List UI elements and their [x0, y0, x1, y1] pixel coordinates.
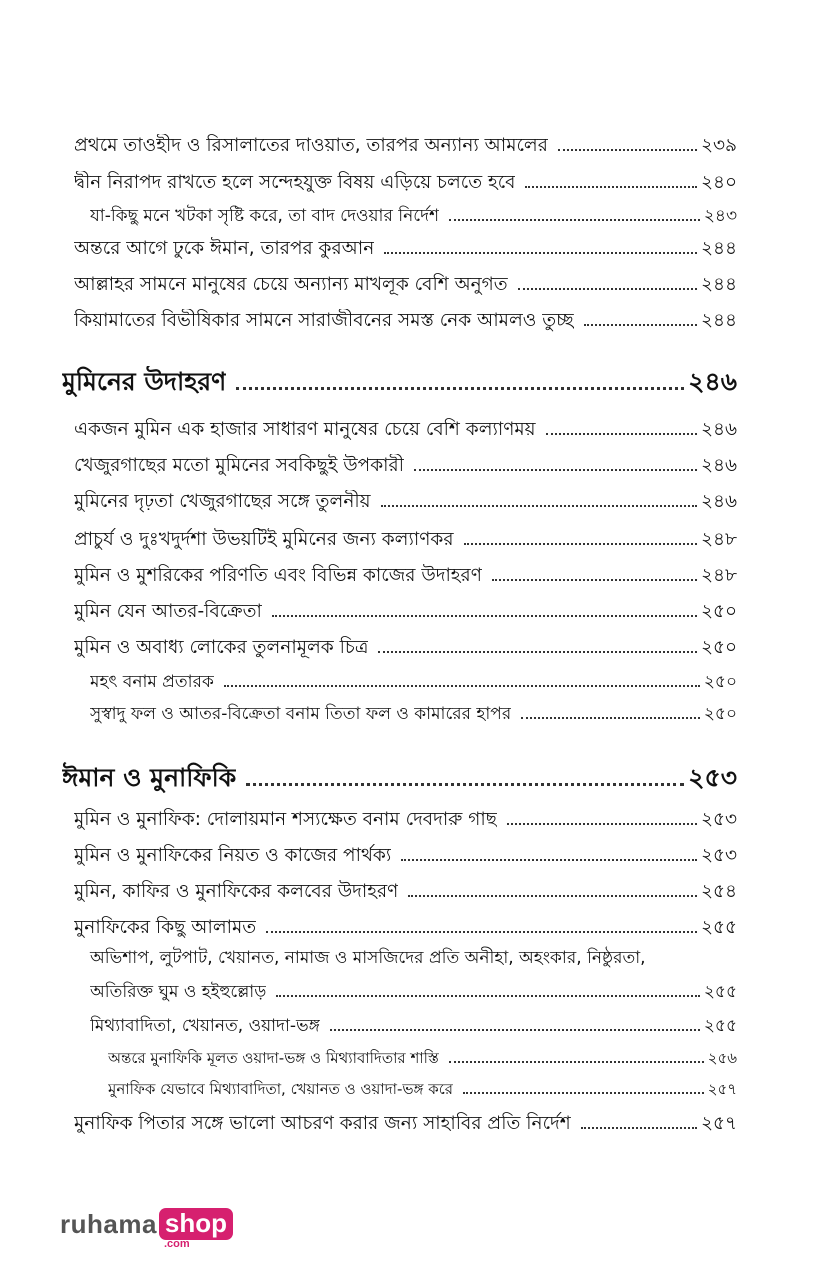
section-heading-label: মুমিনের উদাহরণ — [62, 367, 227, 396]
leader-dots — [378, 651, 696, 653]
toc-entry-page: ২৫৬ — [707, 1049, 737, 1067]
toc-entry-page: ২৫৩ — [700, 809, 737, 830]
toc-entry-continued-line: অভিশাপ, লুটপাট, খেয়ানত, নামাজ ও মাসজিদের প্রতি অনীহা, অহংকার, নিষ্ঠুরতা, — [90, 948, 646, 968]
toc-entry-label: অন্তরে মুনাফিকি মূলত ওয়াদা-ভঙ্গ ও মিথ্যাবাদিতার শাস্তি — [108, 1049, 439, 1067]
leader-dots — [330, 1029, 700, 1031]
toc-entry-label: মুনাফিক পিতার সঙ্গে ভালো আচরণ করার জন্য সাহাবির প্রতি নির্দেশ — [74, 1113, 571, 1134]
leader-dots — [507, 823, 697, 825]
toc-entry-label: মুনাফিক যেভাবে মিথ্যাবাদিতা, খেয়ানত ও ওয়াদা-ভঙ্গ করে — [108, 1080, 454, 1098]
toc-entry — [74, 418, 737, 442]
toc-subsubentry — [108, 1077, 737, 1101]
toc-entry-label: দ্বীন নিরাপদ রাখতে হলে সন্দেহযুক্ত বিষয় এড়িয়ে চলতে হবে — [74, 172, 516, 193]
toc-entry-page: ২৫০ — [703, 704, 737, 724]
toc-entry-page: ২৫৫ — [703, 982, 737, 1002]
toc-entry-page: ২৪০ — [700, 172, 737, 193]
toc-entry — [74, 134, 737, 158]
toc-entry-page: ২৫০ — [700, 601, 737, 622]
logo-shop-badge: shop — [159, 1208, 233, 1240]
toc-entry-page: ২৪৬ — [700, 491, 737, 512]
leader-dots — [401, 859, 697, 861]
leader-dots — [414, 469, 697, 471]
toc-entry-page: ২৪৮ — [700, 529, 737, 550]
toc-subentry — [90, 1014, 737, 1038]
leader-dots — [236, 387, 684, 390]
leader-dots — [276, 995, 700, 997]
toc-entry-page: ২৩৯ — [700, 135, 737, 156]
toc-entry-page: ২৪৬ — [700, 455, 737, 476]
toc-entry-label: একজন মুমিন এক হাজার সাধারণ মানুষের চেয়ে বেশি কল্যাণময় — [74, 419, 536, 440]
leader-dots — [463, 1092, 704, 1094]
toc-entry-label: মুনাফিকের কিছু আলামত — [74, 917, 257, 938]
toc-entry-label: মুমিন যেন আতর-বিক্রেতা — [74, 601, 262, 622]
leader-dots — [381, 505, 697, 507]
toc-entry-page: ২৪৪ — [700, 310, 737, 331]
toc-entry-label: সুস্বাদু ফল ও আতর-বিক্রেতা বনাম তিতা ফল ও কামারের হাপর — [90, 704, 512, 724]
toc-entry — [74, 880, 737, 904]
toc-entry-page: ২৫৩ — [700, 845, 737, 866]
toc-entry-page: ২৫০ — [703, 672, 737, 692]
toc-entry-label: মিথ্যাবাদিতা, খেয়ানত, ওয়াদা-ভঙ্গ — [90, 1016, 320, 1036]
leader-dots — [449, 1061, 704, 1063]
toc-entry-label: মহৎ বনাম প্রতারক — [90, 672, 214, 692]
toc-entry-page: ২৪৬ — [700, 419, 737, 440]
leader-dots — [558, 149, 697, 151]
toc-entry-page: ২৪৪ — [700, 238, 737, 259]
toc-entry — [74, 171, 737, 195]
leader-dots — [581, 1127, 697, 1129]
toc-entry-label: আল্লাহর সামনে মানুষের চেয়ে অন্যান্য মাখলূক বেশি অনুগত — [74, 274, 508, 295]
logo-brand-text: ruhama — [60, 1208, 157, 1239]
toc-entry — [74, 600, 737, 624]
toc-entry-page: ২৫৭ — [700, 1113, 737, 1134]
toc-entry — [74, 528, 737, 552]
toc-subentry — [90, 702, 737, 726]
toc-entry — [74, 808, 737, 832]
toc-entry — [74, 490, 737, 514]
toc-entry-page: ২৪৩ — [703, 206, 737, 226]
toc-entry-page: ২৫৭ — [707, 1080, 737, 1098]
toc-entry — [74, 273, 737, 297]
toc-entry-label: অতিরিক্ত ঘুম ও হইহুল্লোড় — [90, 982, 267, 1002]
logo-domain-suffix: .com — [164, 1238, 190, 1250]
toc-entry — [74, 1112, 737, 1136]
leader-dots — [518, 288, 697, 290]
toc-entry-label: মুমিনের দৃঢ়তা খেজুরগাছের সঙ্গে তুলনীয় — [74, 491, 371, 512]
toc-subsubentry — [108, 1046, 737, 1070]
toc-subentry — [90, 670, 737, 694]
leader-dots — [546, 433, 697, 435]
leader-dots — [525, 186, 696, 188]
leader-dots — [521, 717, 700, 719]
toc-entry-page: ২৫৪ — [700, 881, 737, 902]
toc-entry — [90, 204, 737, 228]
toc-entry — [74, 916, 737, 940]
toc-entry — [74, 309, 737, 333]
leader-dots — [492, 579, 697, 581]
leader-dots — [224, 685, 700, 687]
toc-entry — [74, 564, 737, 588]
toc-entry-page: ২৫৫ — [703, 1016, 737, 1036]
leader-dots — [246, 783, 684, 786]
toc-entry — [74, 844, 737, 868]
toc-entry-label: মুমিন ও মুশরিকের পরিণতি এবং বিভিন্ন কাজের উদাহরণ — [74, 565, 482, 586]
toc-entry-page: ২৪৮ — [700, 565, 737, 586]
leader-dots — [266, 931, 697, 933]
toc-entry-label: যা-কিছু মনে খটকা সৃষ্টি করে, তা বাদ দেওয়ার নির্দেশ — [90, 206, 440, 226]
toc-entry-label: মুমিন ও মুনাফিকের নিয়ত ও কাজের পার্থক্য — [74, 845, 392, 866]
section-heading-label: ঈমান ও মুনাফিকি — [62, 763, 237, 792]
toc-entry — [74, 636, 737, 660]
toc-entry-page: ২৫৫ — [700, 917, 737, 938]
toc-entry-label: খেজুরগাছের মতো মুমিনের সবকিছুই উপকারী — [74, 455, 404, 476]
toc-entry — [74, 454, 737, 478]
toc-entry-label: অন্তরে আগে ঢুকে ঈমান, তারপর কুরআন — [74, 238, 375, 259]
leader-dots — [272, 615, 697, 617]
leader-dots — [464, 543, 697, 545]
toc-entry-label: প্রথমে তাওহীদ ও রিসালাতের দাওয়াত, তারপর অন্যান্য আমলের — [74, 135, 548, 156]
toc-entry-label: প্রাচুর্য ও দুঃখদুর্দশা উভয়টিই মুমিনের জন্য কল্যাণকর — [74, 529, 454, 550]
toc-entry-page: ২৫০ — [700, 637, 737, 658]
section-heading-page: ২৪৬ — [688, 367, 737, 396]
toc-entry-label: কিয়ামাতের বিভীষিকার সামনে সারাজীবনের সমস্ত নেক আমলও তুচ্ছ — [74, 310, 574, 331]
toc-entry — [74, 237, 737, 261]
section-heading — [62, 762, 737, 794]
ruhamashop-logo — [60, 1208, 233, 1250]
leader-dots — [584, 324, 697, 326]
toc-entry-label: মুমিন ও অবাধ্য লোকের তুলনামূলক চিত্র — [74, 637, 369, 658]
toc-entry-page: ২৪৪ — [700, 274, 737, 295]
leader-dots — [384, 252, 697, 254]
toc-entry-label: মুমিন ও মুনাফিক: দোলায়মান শস্যক্ষেত বনাম দেবদারু গাছ — [74, 809, 497, 830]
section-heading — [62, 366, 737, 398]
leader-dots — [408, 895, 697, 897]
leader-dots — [449, 219, 700, 221]
section-heading-page: ২৫৩ — [688, 763, 737, 792]
toc-subentry — [90, 980, 737, 1004]
toc-entry-label: মুমিন, কাফির ও মুনাফিকের কলবের উদাহরণ — [74, 881, 399, 902]
